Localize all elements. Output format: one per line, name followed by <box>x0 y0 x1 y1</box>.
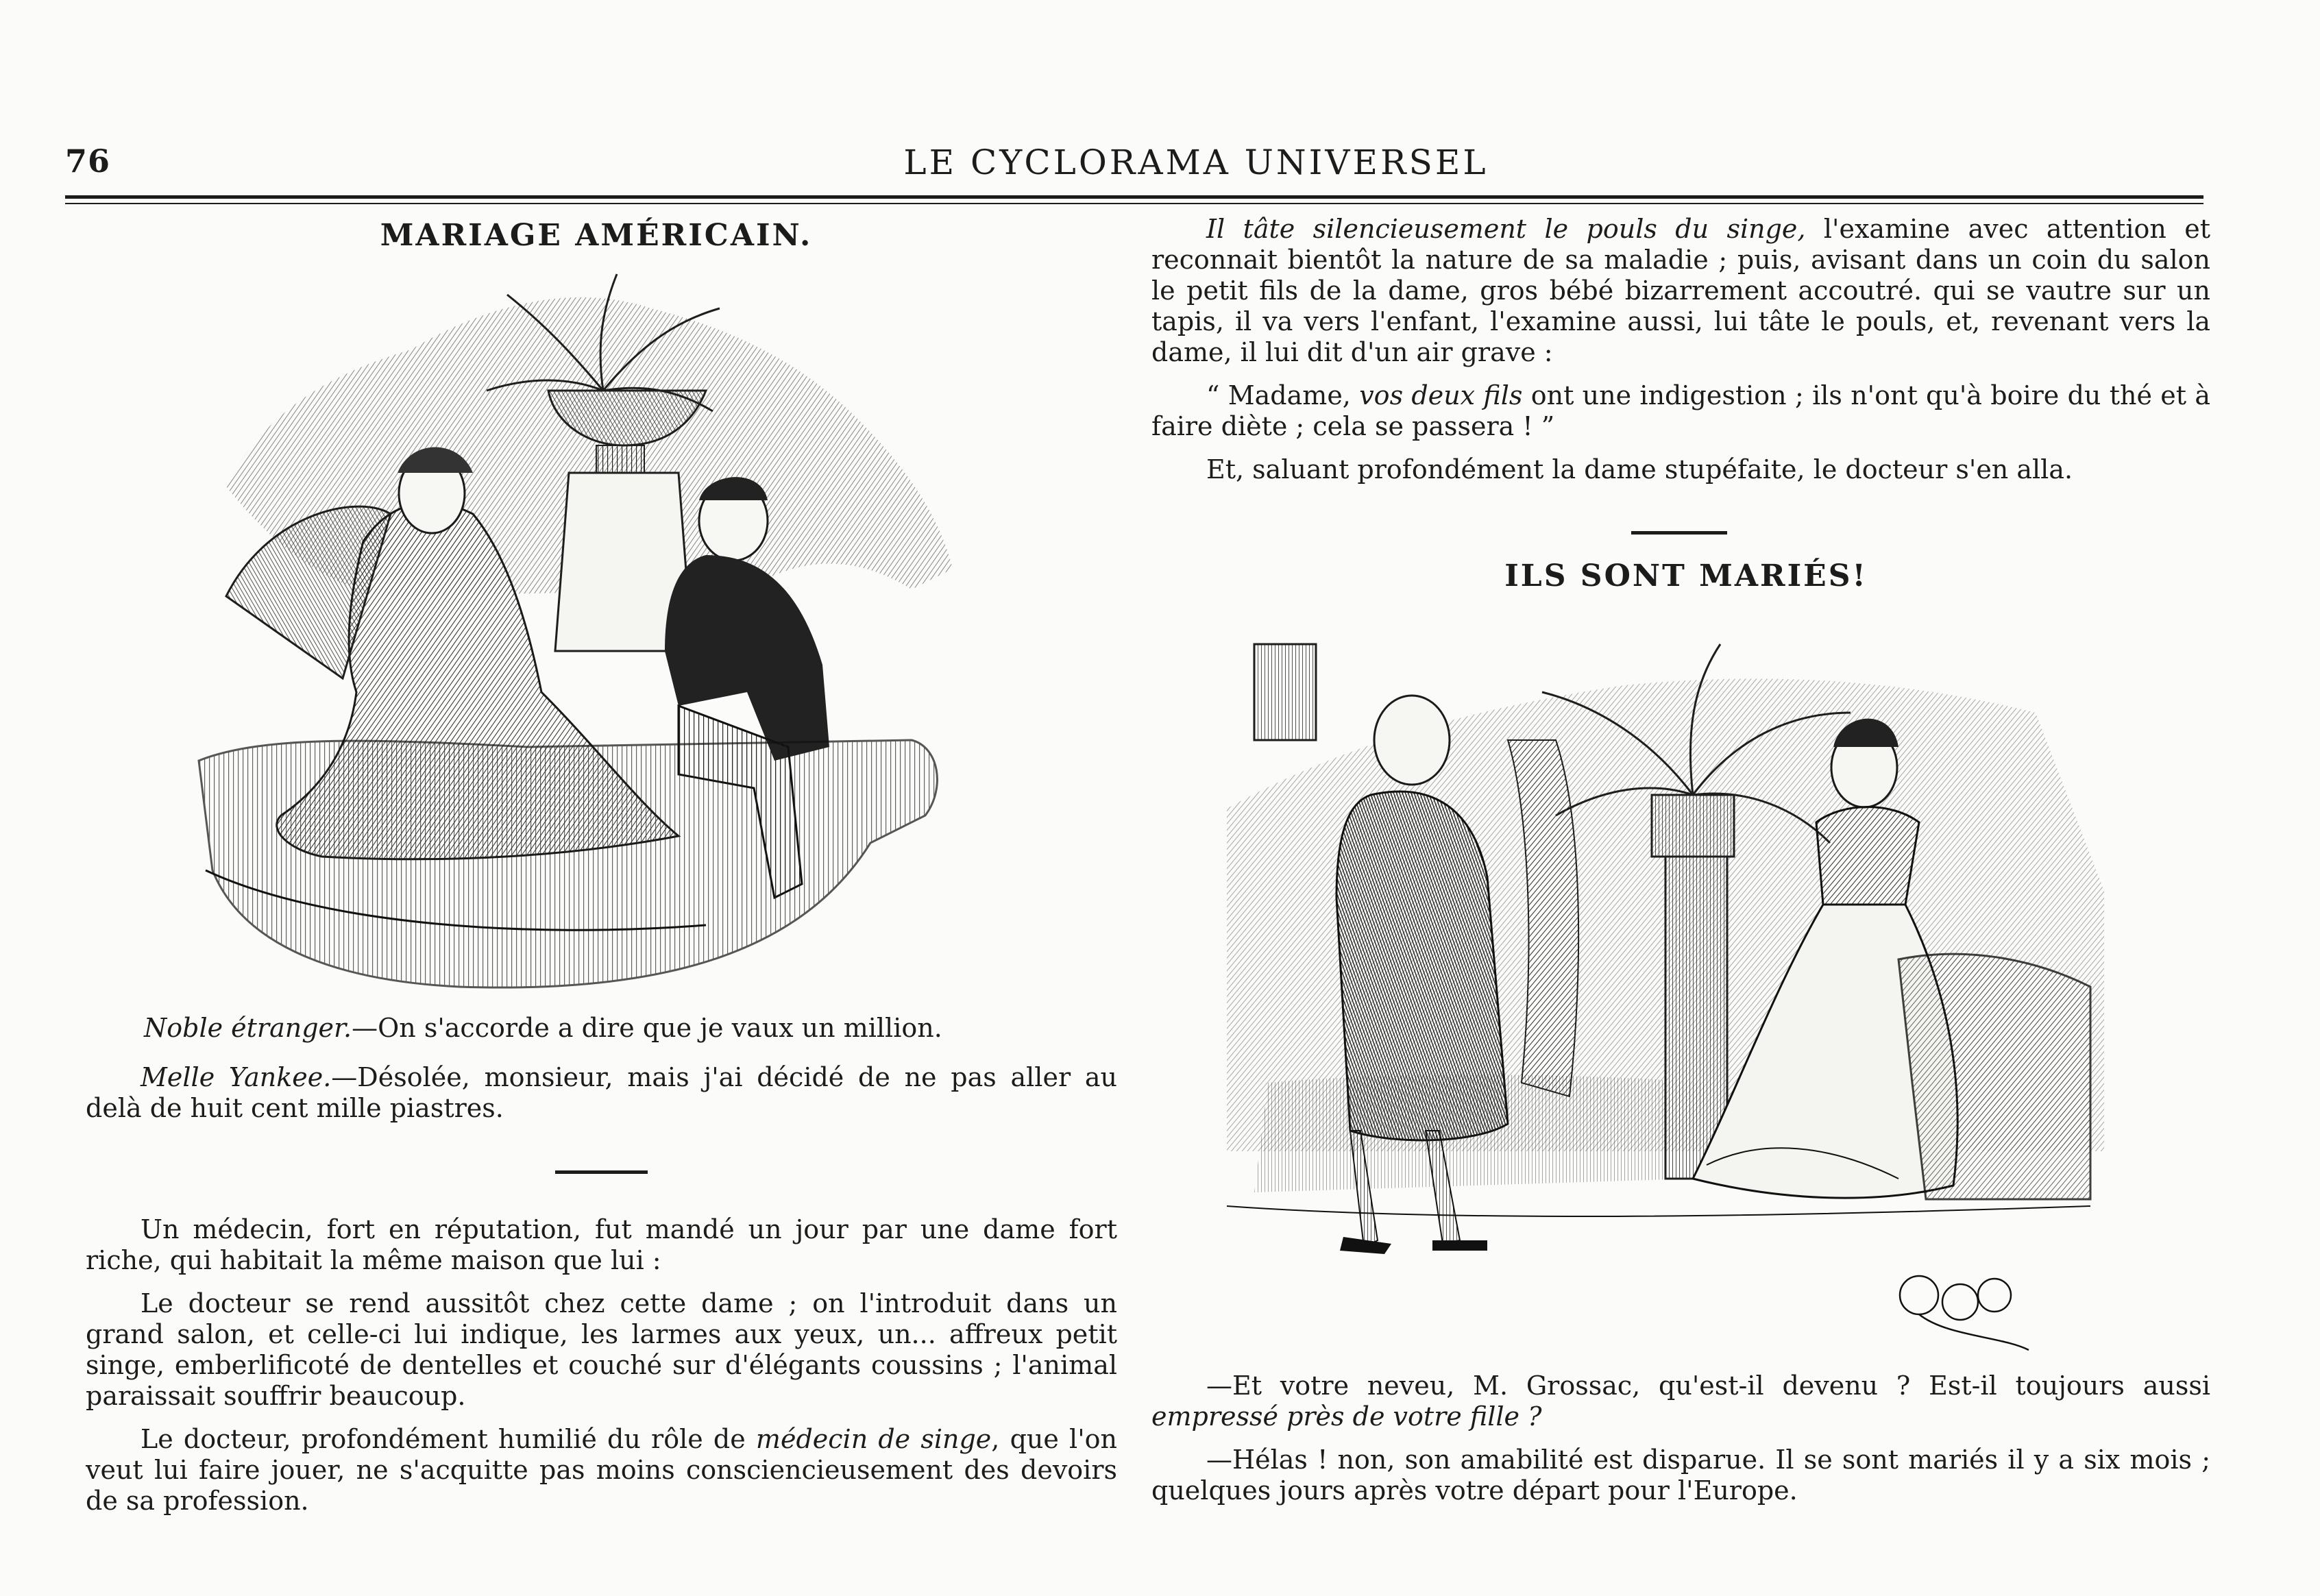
caption-noble-text: —On s'accorde a dire que je vaux un million. <box>352 1013 942 1043</box>
caption-yankee <box>86 1062 1117 1124</box>
story-para-5-a: “ Madame, <box>1206 380 1360 410</box>
story-para-4-rest: l'examine avec attention et reconnait bientôt la nature de sa maladie ; puis, avisant dans un coin du salon le petit fils de la dame, gros bébé bizarrement accoutré. qui se vautre sur un tapis, il va vers l'enfant, l'examine aussi, lui tâte le pouls, et, revenant vers la dame, il lui dit d'un air grave : <box>1151 214 2210 367</box>
caption-yankee-speaker: Melle Yankee. <box>141 1062 332 1092</box>
story-text-left <box>86 1214 1117 1517</box>
story-para-1: Un médecin, fort en réputation, fut mandé un jour par une dame fort riche, qui habitait la même maison que lui : <box>86 1214 1117 1275</box>
illustration-gentleman-lady <box>1213 603 2104 1357</box>
story-para-2: Le docteur se rend aussitôt chez cette dame ; on l'introduit dans un grand salon, et celle-ci lui indique, les larmes aux yeux, un... affreux petit singe, emberlificoté de dentelles et couché sur d'élégants coussins ; l'animal paraissait souffrir beaucoup. <box>86 1288 1117 1411</box>
story-para-5-em: vos deux fils <box>1359 380 1523 410</box>
separator-rule-right <box>1631 531 1727 535</box>
page-number: 76 <box>65 143 111 180</box>
dialog-line-2: —Hélas ! non, son amabilité est disparue. Il se sont mariés il y a six mois ; quelques jours après votre départ pour l'Europe. <box>1151 1445 2210 1506</box>
dialog-block <box>1151 1371 2210 1506</box>
story-para-5-b: ont une indigestion ; ils n'ont qu'à boire du thé et à faire diète ; cela se passera ! ” <box>1151 380 2210 441</box>
caption-block <box>144 1013 1117 1044</box>
dialog-line-1-em: empressé près de votre fille ? <box>1151 1401 1542 1432</box>
story-para-3-em: médecin de singe <box>755 1424 992 1454</box>
section-title-maries: ILS SONT MARIÉS! <box>1504 558 1868 593</box>
section-title-mariage: MARIAGE AMÉRICAIN. <box>380 218 813 253</box>
story-text-right <box>1151 214 2210 485</box>
section-title-maries-wrap <box>1494 558 1878 593</box>
story-para-3-b: , que l'on veut lui faire jouer, ne s'acquitte pas moins consciencieusement des devoirs de sa profession. <box>86 1424 1117 1516</box>
story-para-5 <box>1151 380 2210 442</box>
separator-rule-left <box>555 1170 648 1174</box>
left-column <box>75 212 1117 253</box>
illustration-couple-sofa <box>185 267 1042 1000</box>
header-rule-thin <box>65 203 2203 204</box>
story-para-3-a: Le docteur, profondément humilié du rôle de <box>141 1424 756 1454</box>
caption-noble-speaker: Noble étranger. <box>144 1013 352 1043</box>
journal-title: LE CYCLORAMA UNIVERSEL <box>903 143 1489 182</box>
dialog-line-1-a: —Et votre neveu, M. Grossac, qu'est-il devenu ? Est-il toujours aussi <box>1206 1371 2210 1401</box>
caption-noble <box>144 1013 1117 1044</box>
caption-yankee-text: —Désolée, monsieur, mais j'ai décidé de ne pas aller au delà de huit cent mille piastres. <box>86 1062 1117 1123</box>
story-para-3 <box>86 1424 1117 1517</box>
caption-block-2 <box>86 1062 1117 1124</box>
dialog-line-1 <box>1151 1371 2210 1432</box>
page-header <box>65 137 2203 192</box>
header-rule <box>65 195 2203 199</box>
story-para-4 <box>1151 214 2210 368</box>
story-para-6: Et, saluant profondément la dame stupéfaite, le docteur s'en alla. <box>1206 454 2073 484</box>
story-para-4-em: Il tâte silencieusement le pouls du singe, <box>1206 214 1806 244</box>
